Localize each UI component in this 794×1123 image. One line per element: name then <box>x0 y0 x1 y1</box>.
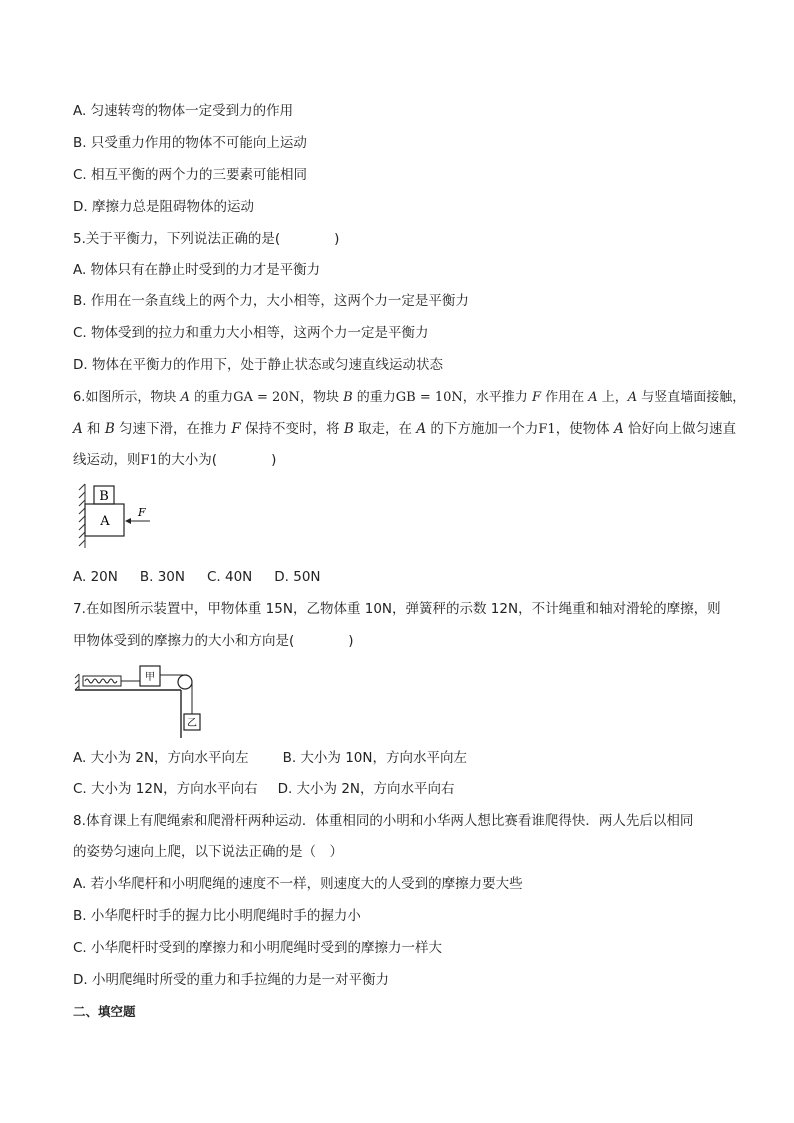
q4-option-a: A. 匀速转弯的物体一定受到力的作用 <box>73 103 294 119</box>
q7-options-ab: A. 大小为 2N，方向水平向左 B. 大小为 10N，方向水平向左 <box>73 750 467 766</box>
q7-stem-line2: 甲物体受到的摩擦力的大小和方向是( ) <box>73 633 354 649</box>
q6-ga-formula: GA = 20N <box>233 390 300 405</box>
q6-stem-line3: 线运动，则F1的大小为( ) <box>73 452 277 468</box>
block-a-label: A <box>100 514 110 529</box>
wall-hatch <box>79 484 85 548</box>
q8-option-b: B. 小华爬杆时手的握力比小明爬绳时手的握力小 <box>73 908 361 924</box>
pulley <box>178 675 192 689</box>
q5-option-a: A. 物体只有在静止时受到的力才是平衡力 <box>73 262 321 278</box>
spring-coil <box>85 679 117 683</box>
q8-option-a: A. 若小华爬杆和小明爬绳的速度不一样，则速度大的人受到的摩擦力要大些 <box>73 876 523 892</box>
block-jia-label: 甲 <box>145 672 155 683</box>
section-title-fill-in: 二、填空题 <box>73 1004 136 1019</box>
force-arrowhead <box>125 518 131 524</box>
q7-stem-line1: 7.在如图所示装置中，甲物体重 15N，乙物体重 10N，弹簧秤的示数 12N，不计绳重和轴对滑轮的摩擦，则 <box>73 601 721 617</box>
q8-option-d: D. 小明爬绳时所受的重力和手拉绳的力是一对平衡力 <box>73 972 389 988</box>
q5-option-b: B. 作用在一条直线上的两个力，大小相等，这两个力一定是平衡力 <box>73 293 469 309</box>
q4-option-b: B. 只受重力作用的物体不可能向上运动 <box>73 135 307 151</box>
q6-figure-wall-blocks <box>76 482 156 552</box>
q5-stem: 5.关于平衡力，下列说法正确的是( ) <box>73 231 340 247</box>
q6-stem-line1: 6.如图所示，物块 A 的重力GA = 20N，物块 B 的重力GB = 10N，水平推力 F 作用在 A 上，A 与竖直墙面接触， <box>73 390 746 405</box>
q7-figure-pulley-setup <box>73 660 203 740</box>
q5-option-c: C. 物体受到的拉力和重力大小相等，这两个力一定是平衡力 <box>73 325 429 341</box>
q4-option-d: D. 摩擦力总是阻碍物体的运动 <box>73 199 254 215</box>
q6-gb-formula: GB = 10N <box>395 390 463 405</box>
left-wall <box>75 674 79 690</box>
q8-option-c: C. 小华爬杆时受到的摩擦力和小明爬绳时受到的摩擦力一样大 <box>73 940 443 956</box>
block-yi-label: 乙 <box>187 718 197 729</box>
q4-option-c: C. 相互平衡的两个力的三要素可能相同 <box>73 167 308 183</box>
q5-option-d: D. 物体在平衡力的作用下，处于静止状态或匀速直线运动状态 <box>73 357 443 373</box>
q8-stem-line2: 的姿势匀速向上爬，以下说法正确的是（ ） <box>73 844 343 860</box>
force-label: F <box>138 506 146 519</box>
q6-options: A. 20N B. 30N C. 40N D. 50N <box>73 569 321 585</box>
block-b-label: B <box>99 489 109 504</box>
q7-options-cd: C. 大小为 12N，方向水平向右 D. 大小为 2N，方向水平向右 <box>73 781 455 797</box>
q8-stem-line1: 8.体育课上有爬绳索和爬滑杆两种运动．体重相同的小明和小华两人想比赛看谁爬得快．两人先后以相同 <box>73 813 694 829</box>
q6-stem-line2: A 和 B 匀速下滑，在推力 F 保持不变时，将 B 取走，在 A 的下方施加一个力F1，使物体 A 恰好向上做匀速直 <box>73 421 737 437</box>
